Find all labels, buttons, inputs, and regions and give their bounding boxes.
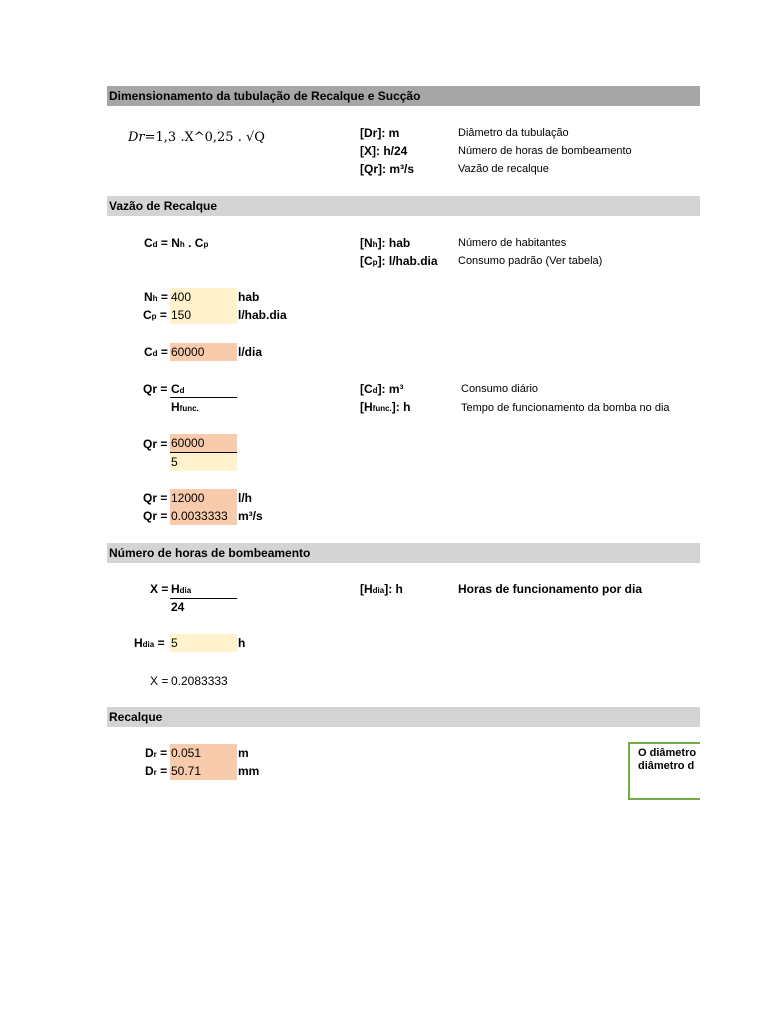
qr-lh-unit: l/h — [238, 491, 252, 505]
cp-value-cell[interactable]: 150 — [170, 306, 237, 324]
dr-mm-value-cell[interactable]: 50.71 — [170, 762, 237, 780]
qr-m3s-label: Qr = — [143, 509, 168, 523]
nh-label: Nh = — [144, 290, 168, 304]
legend-desc-cp: Consumo padrão (Ver tabela) — [458, 255, 603, 267]
qr-formula-label: Qr = — [143, 382, 168, 396]
legend-symbol-cd: [Cd]: m³ — [360, 382, 404, 396]
qr-m3s-value-cell[interactable]: 0.0033333 — [170, 507, 237, 525]
legend-symbol-hdia: [Hdia]: h — [360, 582, 403, 596]
qr-formula-numerator: Cd — [171, 382, 185, 396]
x-result-value[interactable]: 0.2083333 — [171, 674, 228, 688]
legend-symbol-x: [X]: h/24 — [360, 144, 408, 158]
dr-m-label: Dr = — [145, 746, 168, 760]
cd-formula-sub-d: d — [152, 240, 158, 249]
cd-formula-eq: = N — [157, 236, 180, 250]
hdia-label: Hdia = — [134, 636, 165, 650]
qr-fraction-numerator-cell[interactable]: 60000 — [170, 434, 237, 452]
qr-lh-label: Qr = — [143, 491, 168, 505]
note-line-2: diâmetro d — [638, 760, 695, 772]
section-header-recalque: Recalque — [107, 707, 700, 727]
dr-mm-unit: mm — [238, 764, 260, 778]
legend-symbol-qr: [Qr]: m³/s — [360, 162, 414, 176]
hdia-value-cell[interactable]: 5 — [170, 634, 237, 652]
qr-lh-value-cell[interactable]: 12000 — [170, 489, 237, 507]
legend-symbol-dr: [Dr]: m — [360, 126, 400, 140]
legend-desc-nh: Número de habitantes — [458, 237, 567, 249]
cd-formula — [144, 236, 208, 250]
cd-value-cell[interactable]: 60000 — [170, 343, 237, 361]
cd-formula-c: C — [144, 236, 153, 250]
section-header-dimensionamento: Dimensionamento da tubulação de Recalque e Sucção — [107, 86, 700, 106]
legend-desc-x: Número de horas de bombeamento — [458, 145, 632, 157]
nh-value-cell[interactable]: 400 — [170, 288, 237, 306]
section-header-horas: Número de horas de bombeamento — [107, 543, 700, 563]
qr-fraction-denominator-cell[interactable]: 5 — [170, 453, 237, 471]
nh-unit: hab — [238, 290, 260, 304]
legend-symbol-nh: [Nh]: hab — [360, 236, 411, 250]
dr-mm-label: Dr = — [145, 764, 168, 778]
legend-desc-hdia: Horas de funcionamento por dia — [458, 582, 643, 596]
qr-m3s-unit: m³/s — [238, 509, 263, 523]
qr-fraction-label: Qr = — [143, 437, 168, 451]
x-formula-label: X = — [150, 582, 169, 596]
cd-formula-mid: . C — [184, 236, 204, 250]
dr-m-unit: m — [238, 746, 249, 760]
qr-formula-denominator: Hfunc. — [171, 400, 199, 414]
hdia-unit: h — [238, 636, 246, 650]
formula-rhs: =1,3 .X^0,25 . √Q — [144, 130, 265, 145]
cd-label: Cd = — [144, 345, 168, 359]
legend-symbol-hfunc: [Hfunc.]: h — [360, 400, 411, 414]
qr-formula-fraction-line — [170, 397, 237, 398]
note-line-1: O diâmetro — [638, 747, 697, 759]
cd-unit: l/dia — [238, 345, 263, 359]
diameter-note-box — [628, 742, 700, 800]
x-result-label: X = — [150, 674, 169, 688]
dr-m-value-cell[interactable]: 0.051 — [170, 744, 237, 762]
legend-desc-qr: Vazão de recalque — [458, 163, 549, 175]
x-formula-fraction-line — [170, 598, 237, 599]
cd-formula-sub-h: h — [179, 240, 185, 249]
cp-label: Cp = — [143, 308, 167, 322]
legend-desc-hfunc: Tempo de funcionamento da bomba no dia — [461, 402, 670, 414]
legend-symbol-cp: [Cp]: l/hab.dia — [360, 254, 438, 268]
legend-desc-dr: Diâmetro da tubulação — [458, 127, 569, 139]
cd-formula-sub-p: p — [203, 240, 209, 249]
main-formula — [128, 130, 265, 145]
cp-unit: l/hab.dia — [238, 308, 287, 322]
section-header-vazao: Vazão de Recalque — [107, 196, 700, 216]
x-formula-denominator: 24 — [171, 600, 185, 614]
x-formula-numerator: Hdia — [171, 582, 192, 596]
formula-lhs: Dr — [128, 130, 145, 145]
legend-desc-cd: Consumo diário — [461, 383, 539, 395]
